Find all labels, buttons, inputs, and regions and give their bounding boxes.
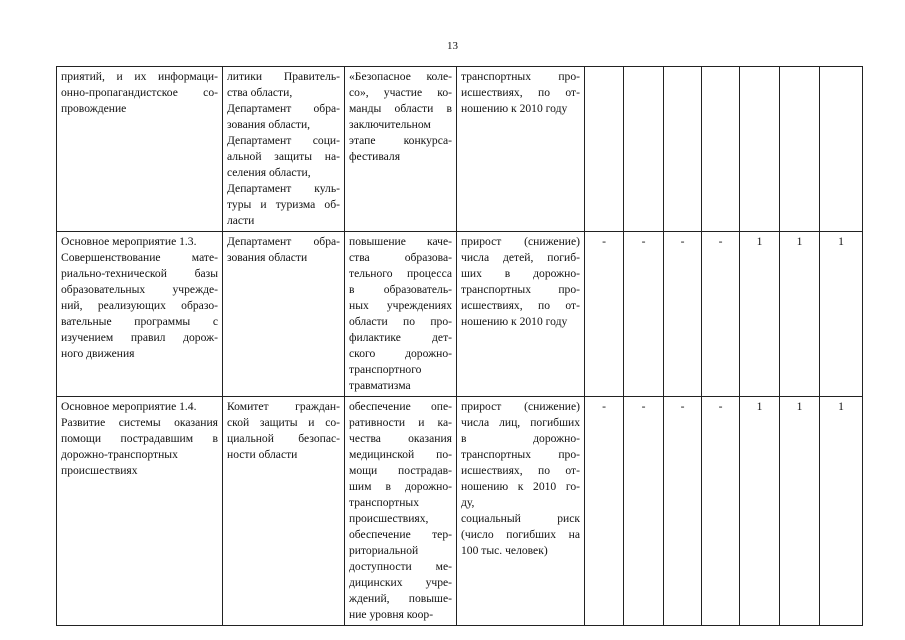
cell-text-line: обеспечение опе-: [349, 400, 452, 413]
cell-text-line: ду,: [461, 496, 475, 509]
program-activities-table: [56, 66, 863, 626]
cell-text-line: литики Правитель-: [227, 70, 340, 83]
value-cell: -: [702, 397, 740, 626]
cell-text-line: Департамент куль-: [227, 182, 340, 195]
cell-text-line: фестиваля: [349, 150, 401, 163]
cell-text-line: в дорожно-: [461, 432, 580, 445]
cell-text-line: прирост (снижение): [461, 235, 580, 248]
cell-text-line: травматизма: [349, 379, 411, 392]
cell-text-line: ласти: [227, 214, 255, 227]
cell-text-line: ности области: [227, 448, 298, 461]
cell-text-line: Департамент соци-: [227, 134, 340, 147]
cell-text-line: образовательных учрежде-: [61, 283, 218, 296]
value-cell: 1: [740, 397, 780, 626]
executors-cell: [223, 67, 345, 232]
value-cell: -: [664, 397, 702, 626]
activity-cell: [57, 397, 223, 626]
cell-text-line: ношению к 2010 году: [461, 315, 568, 328]
cell-text-line: ративности и ка-: [349, 416, 452, 429]
value-cell: 1: [820, 232, 863, 397]
indicator-cell: [457, 397, 585, 626]
cell-text-line: исшествиях, по от-: [461, 464, 580, 477]
cell-text-line: обеспечение тер-: [349, 528, 452, 541]
indicator-cell: [457, 232, 585, 397]
cell-text-line: ношению к 2010 году: [461, 102, 568, 115]
value-cell: 1: [740, 232, 780, 397]
value-cell: -: [585, 232, 624, 397]
cell-text-line: заключительном: [349, 118, 431, 131]
cell-text-line: чества оказания: [349, 432, 452, 445]
cell-text-line: дорожно-транспортных: [61, 448, 178, 461]
cell-text-line: транспортных: [349, 496, 420, 509]
cell-text-line: исшествиях, по от-: [461, 86, 580, 99]
activity-cell: [57, 67, 223, 232]
value-cell: -: [585, 397, 624, 626]
cell-text-line: шим в дорожно-: [349, 480, 452, 493]
cell-text-line: ства области,: [227, 86, 293, 99]
value-cell: 1: [780, 397, 820, 626]
page-number: 13: [447, 40, 458, 52]
value-cell: [820, 67, 863, 232]
value-cell: [585, 67, 624, 232]
value-cell: -: [664, 232, 702, 397]
table-row: [57, 67, 863, 232]
cell-text-line: зования области: [227, 251, 308, 264]
cell-text-line: ние уровня коор-: [349, 608, 434, 621]
cell-text-line: повышение каче-: [349, 235, 452, 248]
cell-text-line: ношению к 2010 го-: [461, 480, 580, 493]
cell-text-line: Комитет граждан-: [227, 400, 340, 413]
cell-text-line: доступности ме-: [349, 560, 452, 573]
cell-text-line: происшествиях: [61, 464, 138, 477]
cell-text-line: риально-технической базы: [61, 267, 218, 280]
cell-text-line: вательные программы с: [61, 315, 218, 328]
cell-text-line: ших в дорожно-: [461, 267, 580, 280]
cell-text-line: манды области в: [349, 102, 452, 115]
cell-text-line: области по про-: [349, 315, 452, 328]
activity-cell: [57, 232, 223, 397]
cell-text-line: мощи пострадав-: [349, 464, 452, 477]
cell-text-line: зования области,: [227, 118, 311, 131]
cell-text-line: ний, реализующих образо-: [61, 299, 218, 312]
value-cell: [624, 67, 664, 232]
cell-text-line: со», участие ко-: [349, 86, 452, 99]
cell-text-line: транспортных про-: [461, 70, 580, 83]
cell-text-line: провождение: [61, 102, 127, 115]
cell-text-line: «Безопасное коле-: [349, 70, 452, 83]
value-cell: -: [624, 397, 664, 626]
cell-text-line: прирост (снижение): [461, 400, 580, 413]
cell-text-line: ждений, повыше-: [349, 592, 452, 605]
value-cell: [664, 67, 702, 232]
cell-text-line: ского дорожно-: [349, 347, 452, 360]
cell-text-line: Развитие системы оказания: [61, 416, 218, 429]
cell-text-line: туры и туризма об-: [227, 198, 340, 211]
result-cell: [345, 397, 457, 626]
value-cell: -: [624, 232, 664, 397]
indicator-cell: [457, 67, 585, 232]
cell-text-line: (число погибших на: [461, 528, 580, 541]
cell-text-line: ской защиты и со-: [227, 416, 340, 429]
cell-text-line: селения области,: [227, 166, 311, 179]
cell-text-line: этапе конкурса-: [349, 134, 452, 147]
value-cell: [702, 67, 740, 232]
cell-text-line: альной защиты на-: [227, 150, 340, 163]
cell-text-line: Департамент обра-: [227, 102, 340, 115]
cell-text-line: тельного процесса: [349, 267, 452, 280]
cell-text-line: транспортных про-: [461, 283, 580, 296]
cell-text-line: дицинских учре-: [349, 576, 452, 589]
value-cell: 1: [780, 232, 820, 397]
cell-text-line: приятий, и их информаци-: [61, 70, 218, 83]
cell-text-line: филактике дет-: [349, 331, 452, 344]
cell-text-line: социальный риск: [461, 512, 580, 525]
cell-text-line: 100 тыс. человек): [461, 544, 548, 557]
cell-text-line: ства образова-: [349, 251, 452, 264]
cell-text-line: онно-пропагандистское со-: [61, 86, 218, 99]
cell-text-line: в образователь-: [349, 283, 452, 296]
cell-text-line: Совершенствование мате-: [61, 251, 218, 264]
cell-text-line: числа лиц, погибших: [461, 416, 580, 429]
cell-text-line: ных учреждениях: [349, 299, 452, 312]
executors-cell: [223, 232, 345, 397]
cell-text-line: риториальной: [349, 544, 419, 557]
value-cell: [740, 67, 780, 232]
executors-cell: [223, 397, 345, 626]
cell-text-line: Основное мероприятие 1.3.: [61, 235, 197, 248]
cell-text-line: Основное мероприятие 1.4.: [61, 400, 197, 413]
result-cell: [345, 67, 457, 232]
cell-text-line: происшествиях,: [349, 512, 429, 525]
table-row: [57, 397, 863, 626]
cell-text-line: транспортных про-: [461, 448, 580, 461]
table-row: [57, 232, 863, 397]
value-cell: [780, 67, 820, 232]
cell-text-line: циальной безопас-: [227, 432, 340, 445]
cell-text-line: числа детей, погиб-: [461, 251, 580, 264]
cell-text-line: транспортного: [349, 363, 422, 376]
cell-text-line: исшествиях, по от-: [461, 299, 580, 312]
cell-text-line: Департамент обра-: [227, 235, 340, 248]
cell-text-line: ного движения: [61, 347, 135, 360]
cell-text-line: медицинской по-: [349, 448, 452, 461]
value-cell: 1: [820, 397, 863, 626]
cell-text-line: помощи пострадавшим в: [61, 432, 218, 445]
value-cell: -: [702, 232, 740, 397]
result-cell: [345, 232, 457, 397]
cell-text-line: изучением правил дорож-: [61, 331, 218, 344]
